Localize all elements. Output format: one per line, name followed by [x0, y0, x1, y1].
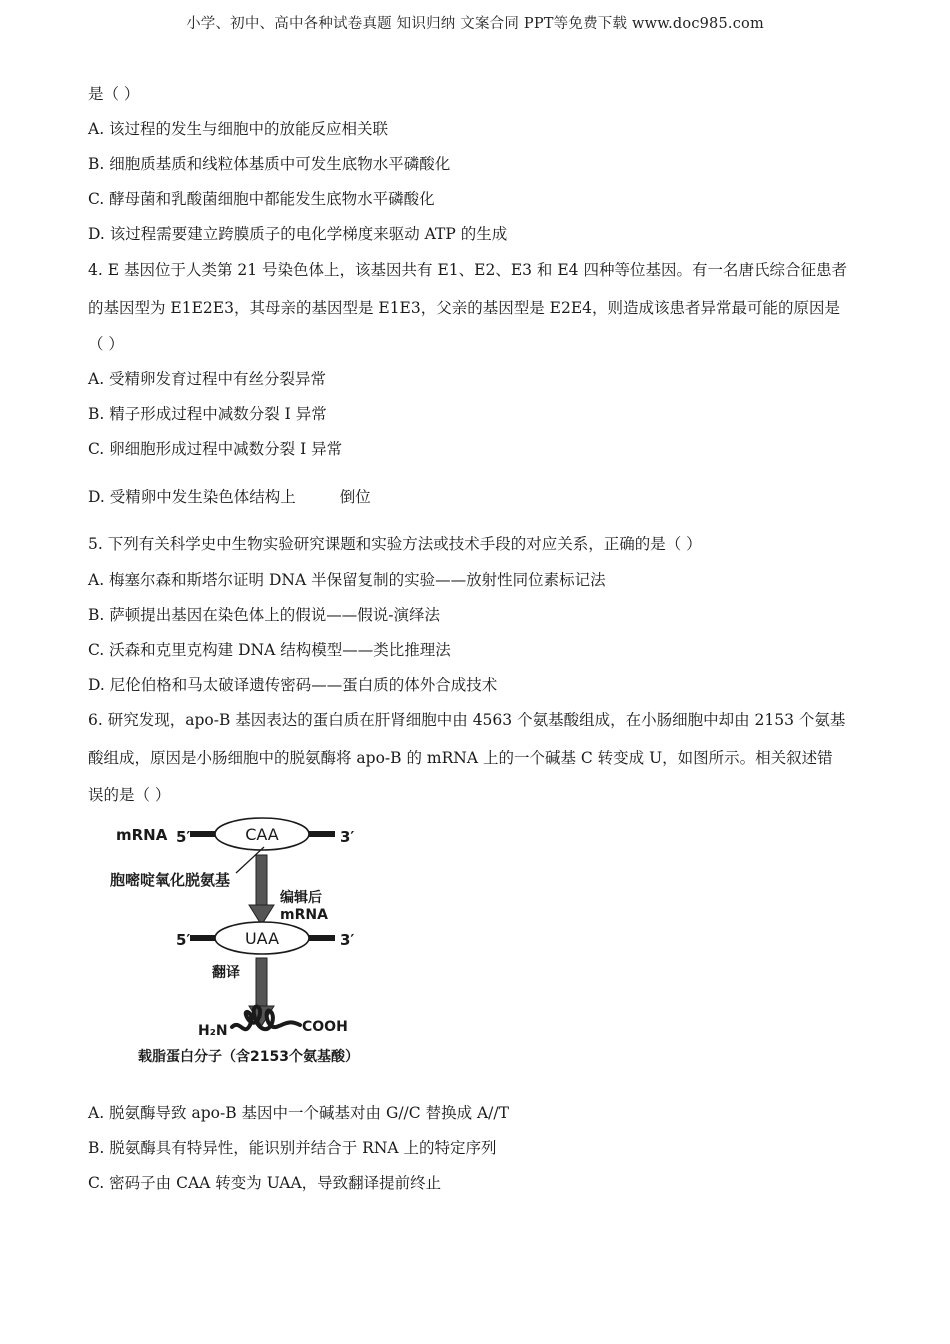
arrow-down-icon — [249, 855, 274, 925]
q3-option-c: C. 酵母菌和乳酸菌细胞中都能发生底物水平磷酸化 — [88, 190, 435, 208]
enzyme-label: 胞嘧啶氧化脱氨基 — [110, 871, 231, 889]
q4-option-a: A. 受精卵发育过程中有丝分裂异常 — [88, 370, 327, 388]
q5-stem: 5. 下列有关科学史中生物实验研究课题和实验方法或技术手段的对应关系，正确的是（ ） — [88, 535, 702, 553]
q4-option-c: C. 卵细胞形成过程中减数分裂 I 异常 — [88, 440, 343, 458]
q4-option-d — [88, 485, 371, 507]
codon-bottom: UAA — [244, 929, 280, 948]
page-header: 小学、初中、高中各种试卷真题 知识归纳 文案合同 PPT等免费下载 www.doc985.com — [186, 16, 764, 32]
q3-stem-end: 是（ ） — [88, 85, 140, 103]
five-prime-top: 5′ — [176, 828, 191, 846]
mrna-label: mRNA — [116, 826, 168, 844]
q3-option-a: A. 该过程的发生与细胞中的放能反应相关联 — [88, 120, 389, 138]
mrna-editing-diagram — [108, 815, 378, 1075]
protein-chain-icon — [232, 1007, 300, 1030]
edited-label-1: 编辑后 — [280, 890, 322, 906]
q3-option-b: B. 细胞质基质和线粒体基质中可发生底物水平磷酸化 — [88, 155, 451, 173]
q4-stem-line1: 4. E 基因位于人类第 21 号染色体上，该基因共有 E1、E2、E3 和 E4 四种等位基因。有一名唐氏综合征患者 — [88, 261, 847, 279]
q3-option-d: D. 该过程需要建立跨膜质子的电化学梯度来驱动 ATP 的生成 — [88, 225, 508, 243]
h2n-label: H₂N — [198, 1023, 228, 1039]
q6-stem-line3: 误的是（ ） — [88, 786, 171, 804]
q5-option-a: A. 梅塞尔森和斯塔尔证明 DNA 半保留复制的实验——放射性同位素标记法 — [88, 571, 606, 589]
q6-stem-line1: 6. 研究发现，apo-B 基因表达的蛋白质在肝肾细胞中由 4563 个氨基酸组成，在小肠细胞中却由 2153 个氨基 — [88, 711, 846, 729]
three-prime-top: 3′ — [340, 828, 355, 846]
q5-option-c: C. 沃森和克里克构建 DNA 结构模型——类比推理法 — [88, 641, 451, 659]
cooh-label: COOH — [302, 1019, 348, 1035]
q6-option-c: C. 密码子由 CAA 转变为 UAA，导致翻译提前终止 — [88, 1174, 442, 1192]
codon-top: CAA — [245, 825, 279, 844]
q4-option-b: B. 精子形成过程中减数分裂 I 异常 — [88, 405, 327, 423]
edited-label-2: mRNA — [280, 907, 328, 923]
q4-option-d-part2: 倒位 — [339, 488, 371, 506]
q4-stem-line3: （ ） — [88, 335, 124, 353]
q5-option-b: B. 萨顿提出基因在染色体上的假说——假说-演绎法 — [88, 606, 440, 624]
five-prime-bottom: 5′ — [176, 931, 191, 949]
q6-option-b: B. 脱氨酶具有特异性，能识别并结合于 RNA 上的特定序列 — [88, 1139, 497, 1157]
q6-stem-line2: 酸组成，原因是小肠细胞中的脱氨酶将 apo-B 的 mRNA 上的一个碱基 C 转变成 U，如图所示。相关叙述错 — [88, 749, 833, 767]
protein-label: 载脂蛋白分子（含2153个氨基酸） — [138, 1049, 359, 1065]
translate-label: 翻译 — [212, 965, 240, 981]
q5-option-d: D. 尼伦伯格和马太破译遗传密码——蛋白质的体外合成技术 — [88, 676, 498, 694]
three-prime-bottom: 3′ — [340, 931, 355, 949]
q4-option-d-part1: D. 受精卵中发生染色体结构上 — [88, 488, 296, 506]
q6-option-a: A. 脱氨酶导致 apo-B 基因中一个碱基对由 G//C 替换成 A//T — [88, 1104, 509, 1122]
q4-stem-line2: 的基因型为 E1E2E3，其母亲的基因型是 E1E3，父亲的基因型是 E2E4，则造成该患者异常最可能的原因是 — [88, 299, 841, 317]
